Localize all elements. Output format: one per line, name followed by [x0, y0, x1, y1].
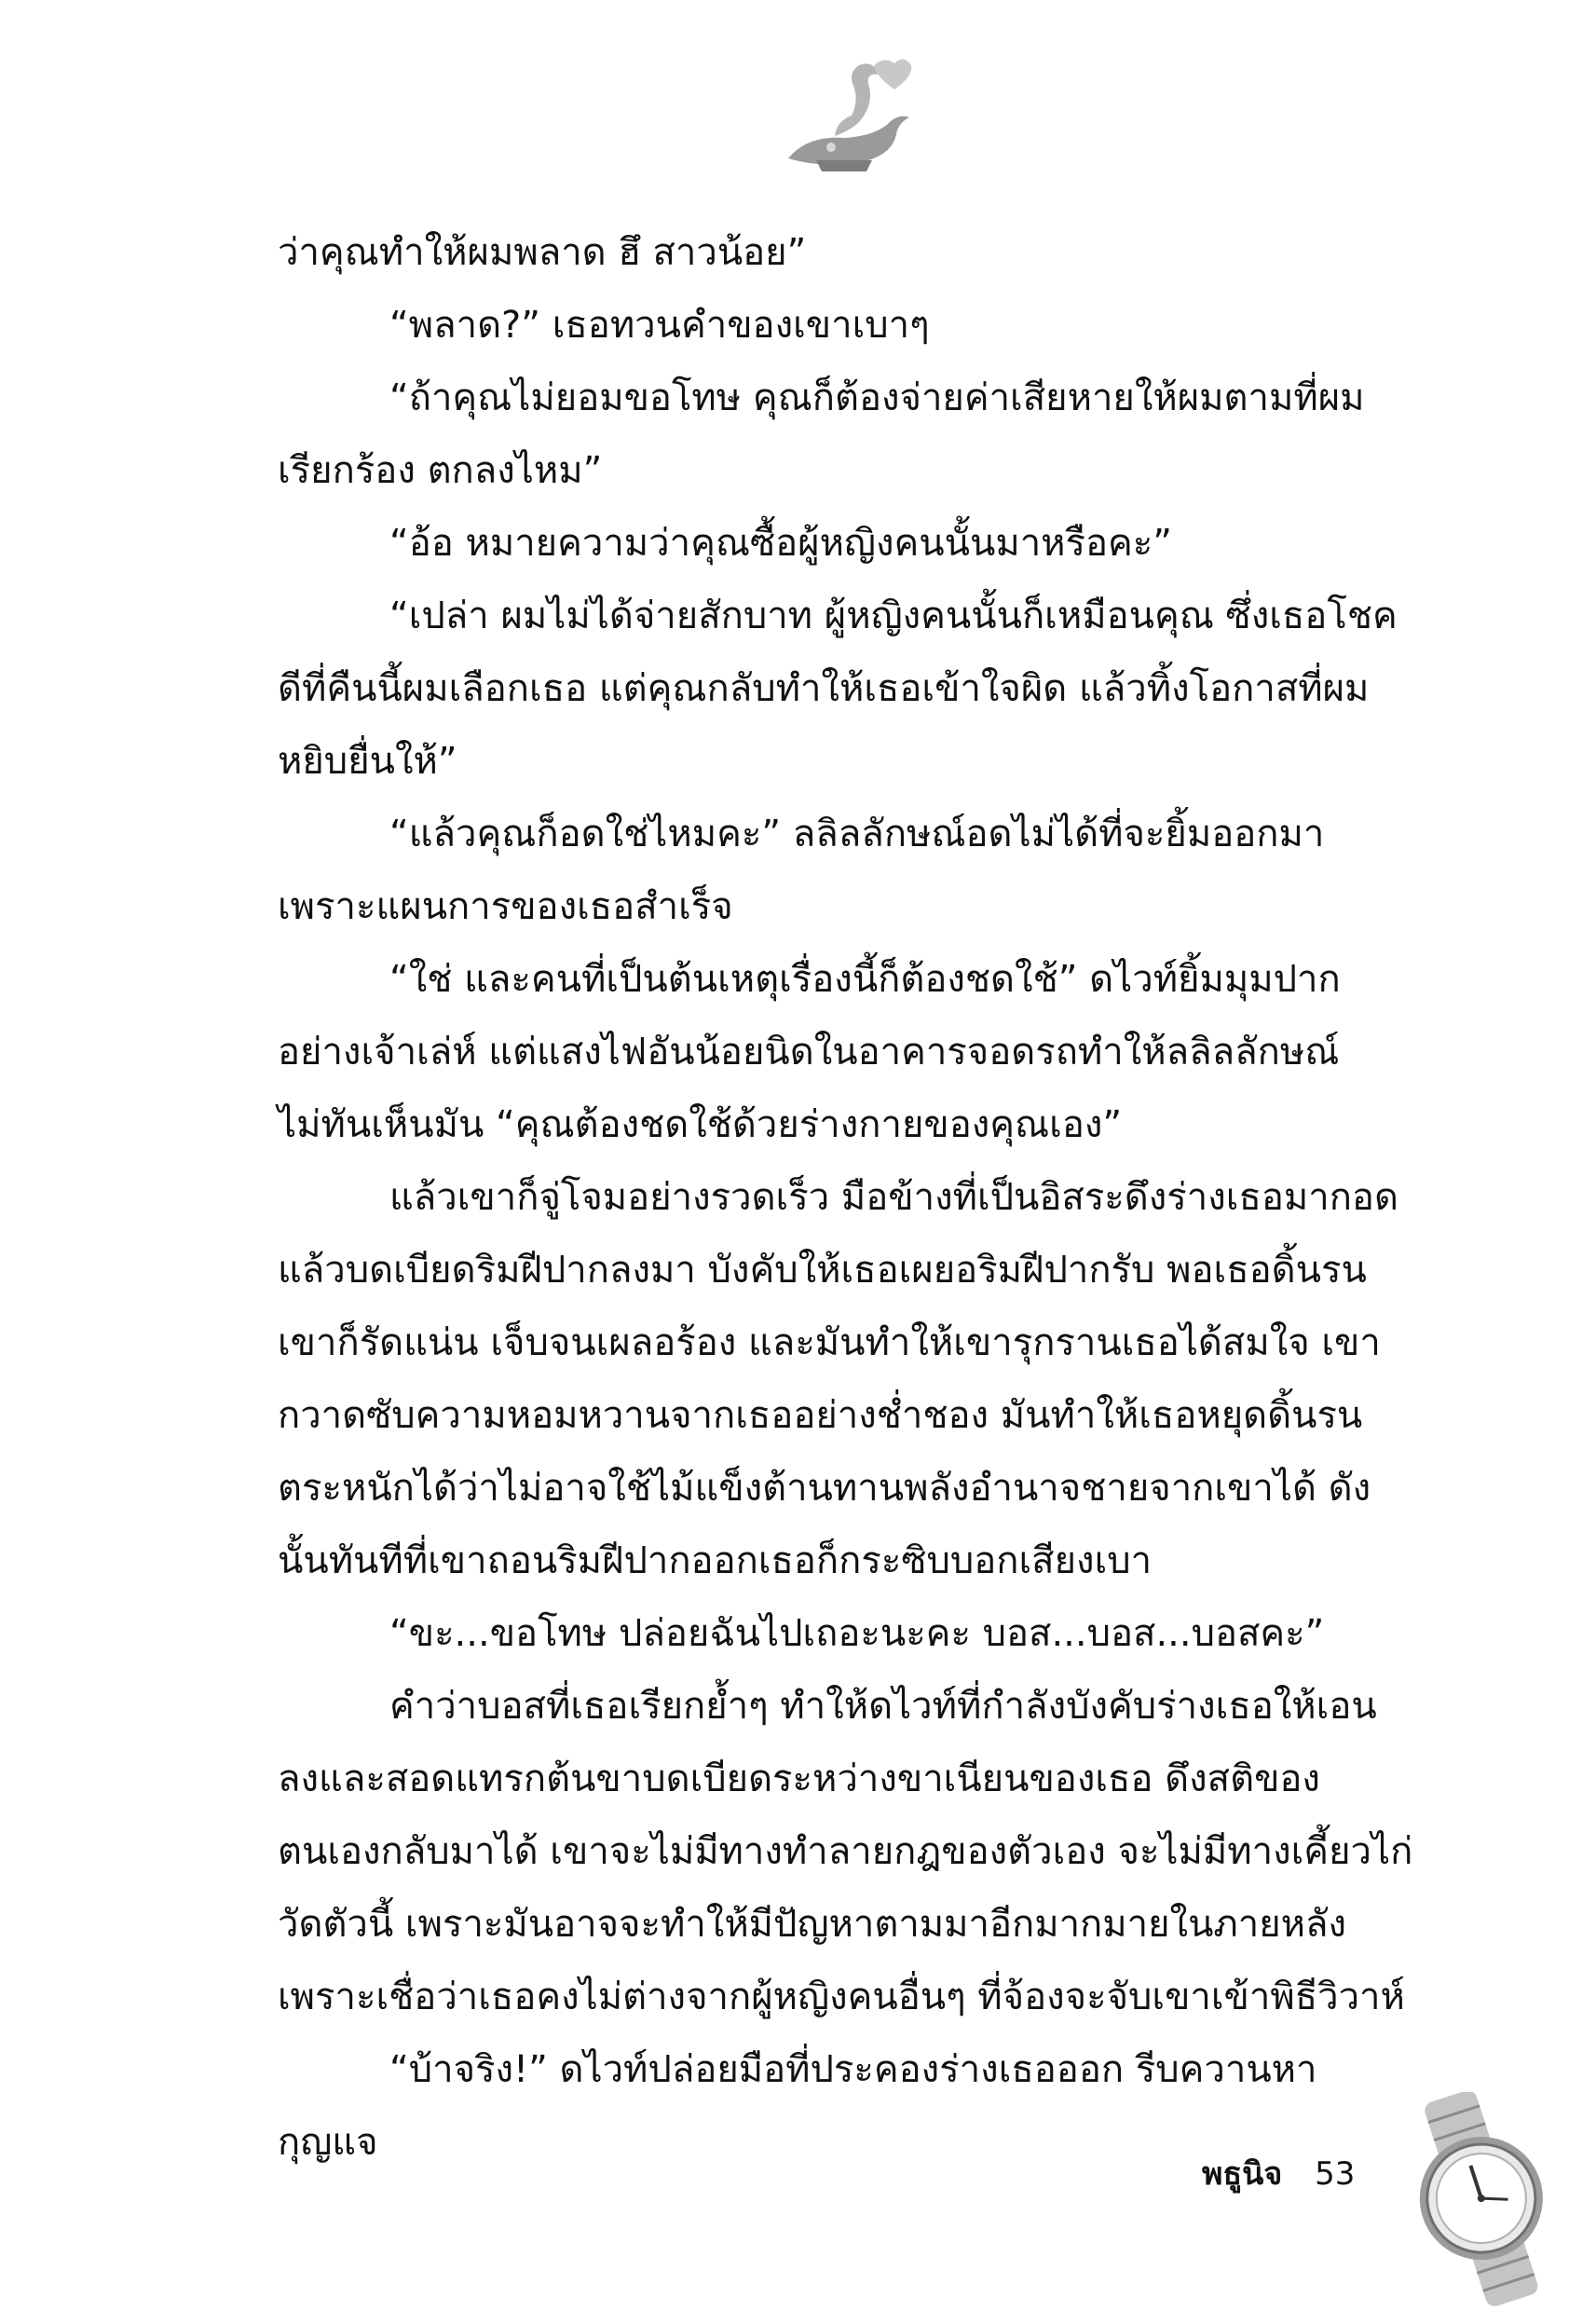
paragraph-4: “อ้อ หมายความว่าคุณซื้อผู้หญิงคนนั้นมาหรือคะ” [389, 522, 1172, 565]
paragraph-1: ว่าคุณทำให้ผมพลาด ฮึ สาวน้อย” [278, 231, 807, 274]
paragraph-11: “บ้าจริง!” ดไวท์ปล่อยมือที่ประคองร่างเธอออก รีบควานหากุญแจ [278, 2048, 1317, 2164]
paragraph-8: แล้วเขาก็จู่โจมอย่างรวดเร็ว มือข้างที่เป็นอิสระดึงร่างเธอมากอดแล้วบดเบียดริมฝีปากลงมา บังคับให้เธอเผยอริมฝีปากรับ พอเธอดิ้นรนเขาก็รัดแน่น เจ็บจนเผลอร้อง และมันทำให้เขารุกรานเธอได้สมใจ เขากวาดซับความหอมหวานจากเธออย่างช่ำชอง มันทำให้เธอหยุดดิ้นรนตระหนักได้ว่าไม่อาจใช้ไม้แข็งต้านทานพลังอำนาจชายจากเขาได้ ดังนั้นทันทีที่เขาถอนริมฝีปากออกเธอก็กระซิบบอกเสียงเบา [278, 1176, 1398, 1582]
paragraph-7: “ใช่ และคนที่เป็นต้นเหตุเรื่องนี้ก็ต้องชดใช้” ดไวท์ยิ้มมุมปากอย่างเจ้าเล่ห์ แต่แสงไฟอันน้อยนิดในอาคารจอดรถทำให้ลลิลลักษณ์ไม่ทันเห็นมัน “คุณต้องชดใช้ด้วยร่างกายของคุณเอง” [278, 958, 1341, 1146]
paragraph-5: “เปล่า ผมไม่ได้จ่ายสักบาท ผู้หญิงคนนั้นก็เหมือนคุณ ซึ่งเธอโชคดีที่คืนนี้ผมเลือกเธอ แต่คุณกลับทำให้เธอเข้าใจผิด แล้วทิ้งโอกาสที่ผมหยิบยื่นให้” [278, 595, 1398, 783]
paragraph-3: “ถ้าคุณไม่ยอมขอโทษ คุณก็ต้องจ่ายค่าเสียหายให้ผมตามที่ผมเรียกร้อง ตกลงไหม” [278, 376, 1365, 492]
page-number: 53 [1315, 2155, 1356, 2193]
paragraph-10: คำว่าบอสที่เธอเรียกย้ำๆ ทำให้ดไวท์ที่กำลังบังคับร่างเธอให้เอนลงและสอดแทรกต้นขาบดเบียดระหว่างขาเนียนของเธอ ดึงสติของตนเองกลับมาได้ เขาจะไม่มีทางทำลายกฎของตัวเอง จะไม่มีทางเคี้ยวไก่วัดตัวนี้ เพราะมันอาจจะทำให้มีปัญหาตามมาอีกมากมายในภายหลัง เพราะเชื่อว่าเธอคงไม่ต่างจากผู้หญิงคนอื่นๆ ที่จ้องจะจับเขาเข้าพิธีวิวาห์ [278, 1685, 1413, 2018]
page-footer [1202, 2148, 1355, 2198]
body-text [278, 216, 1414, 2179]
genie-lamp-icon [770, 56, 919, 177]
paragraph-2: “พลาด?” เธอทวนคำของเขาเบาๆ [389, 304, 930, 347]
author-name: พธูนิจ [1202, 2155, 1283, 2193]
paragraph-6: “แล้วคุณก็อดใช่ไหมคะ” ลลิลลักษณ์อดไม่ได้ที่จะยิ้มออกมาเพราะแผนการของเธอสำเร็จ [278, 813, 1325, 928]
wristwatch-icon [1393, 2092, 1565, 2306]
paragraph-9: “ขะ...ขอโทษ ปล่อยฉันไปเถอะนะคะ บอส...บอส...บอสคะ” [389, 1612, 1325, 1655]
